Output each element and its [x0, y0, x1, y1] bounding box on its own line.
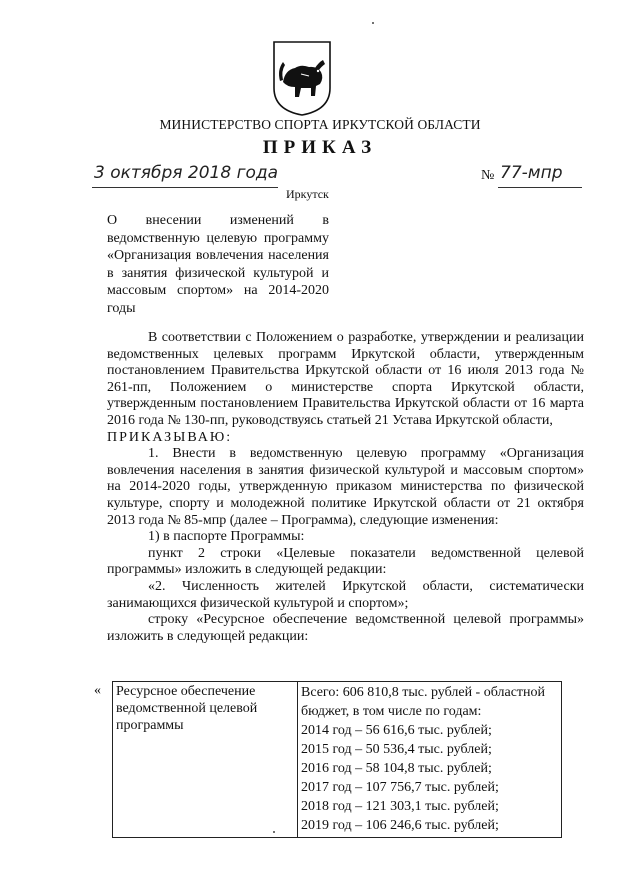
order-body: [107, 330, 584, 645]
item-1-paragraph: 1. Внести в ведомственную целевую программу «Организация вовлечения населения в занятия физической культурой и массовым спортом» на 2014-2020 годы, утвержденную приказом министерства по физической культуре, спорту и молодежной политике Иркутской области от 21 октября 2013 года № 85-мпр (далее – Программа), следующие изменения:: [107, 446, 584, 528]
item-1-1-paragraph: 1) в паспорте Программы:: [148, 529, 305, 545]
scan-speck: [372, 22, 374, 24]
document-type: ПРИКАЗ: [262, 137, 378, 158]
point-2-paragraph: пункт 2 строки «Целевые показатели ведомственной целевой программы» изложить в следующей редакции:: [107, 545, 584, 578]
order-number-label: №: [481, 168, 495, 183]
preamble-paragraph: В соответствии с Положением о разработке, утверждении и реализации ведомственных целевых программ Иркутской области, утвержденным постановлением Правительства Иркутской области от 16 июля 2013 года № 261-пп, Положением о министерстве спорта Иркутской области, утвержденным постановлением Правительства Иркутской области от 16 марта 2016 года № 130-пп, руководствуясь статьей 21 Устава Иркутской области,: [107, 330, 584, 428]
city: Иркутск: [286, 187, 329, 201]
resource-table: [112, 681, 562, 838]
ministry-name: МИНИСТЕРСТВО СПОРТА ИРКУТСКОЙ ОБЛАСТИ: [159, 117, 481, 132]
resource-row-paragraph: строку «Ресурсное обеспечение ведомственной целевой программы» изложить в следующей редакции:: [107, 612, 584, 644]
resource-year-2018: 2018 год – 121 303,1 тыс. рублей;: [301, 799, 499, 814]
resource-year-2014: 2014 год – 56 616,6 тыс. рублей;: [301, 723, 492, 738]
handwritten-date: 3 октября 2018 года: [94, 163, 279, 183]
order-word: ПРИКАЗЫВАЮ:: [107, 429, 233, 445]
resource-year-2016: 2016 год – 58 104,8 тыс. рублей;: [301, 761, 492, 776]
resource-total: Всего: 606 810,8 тыс. рублей - областной бюджет, в том числе по годам:: [301, 685, 546, 719]
scan-speck: [273, 831, 275, 833]
resource-label-cell: Ресурсное обеспечение ведомственной целевой программы: [113, 682, 298, 838]
date-underline: [92, 187, 278, 188]
resource-year-2015: 2015 год – 50 536,4 тыс. рублей;: [301, 742, 492, 757]
resource-year-2019: 2019 год – 106 246,6 тыс. рублей;: [301, 818, 499, 833]
number-underline: [498, 187, 582, 188]
coat-of-arms-emblem: [271, 40, 333, 116]
order-subject: О внесении изменений в ведомственную целевую программу «Организация вовлечения населения в занятия физической культурой и массовым спортом» на 2014-2020 годы: [107, 213, 329, 316]
resource-values-cell: [298, 682, 562, 838]
point-2-text-paragraph: «2. Численность жителей Иркутской области, систематически занимающихся физической культурой и спортом»;: [107, 578, 584, 611]
resource-year-2017: 2017 год – 107 756,7 тыс. рублей;: [301, 780, 499, 795]
handwritten-order-number: 77-мпр: [500, 163, 563, 183]
opening-quote-mark: «: [94, 683, 101, 698]
table-row: [113, 682, 562, 838]
